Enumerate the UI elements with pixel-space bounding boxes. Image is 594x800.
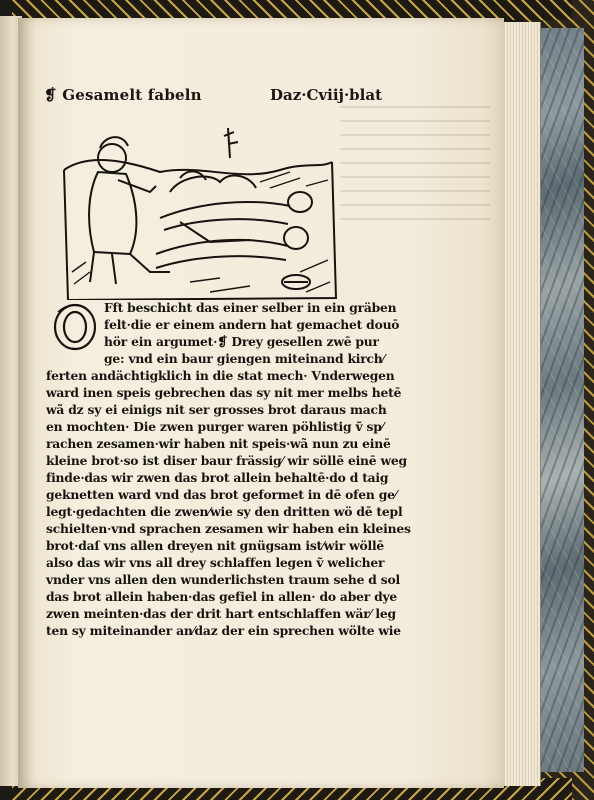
marbled-endpaper	[540, 28, 584, 772]
running-head-right: Daz·Cviij·blat	[270, 86, 383, 104]
text-line: rachen zesamen·wir haben nit speis·wã nun zu einē	[46, 436, 391, 451]
text-line: geknetten ward vnd das brot geformet in dē ofen ge⁄	[46, 487, 397, 502]
text-line: legt·gedachten die zwen⁄wie sy den dritten wö dē tepl	[46, 504, 403, 519]
text-line: felt·die er einem andern hat gemachet douō	[104, 317, 400, 332]
woodcut-illustration	[60, 122, 340, 300]
text-line: ten sy miteinander an⁄daz der ein sprechen wölte wie	[46, 623, 401, 638]
show-through-text	[340, 105, 490, 220]
text-line: ferten andächtigklich in die stat mech· Vnderwegen	[46, 368, 395, 383]
text-line: wã dz sy ei einigs nit ser grosses brot daraus mach	[46, 402, 387, 417]
gilt-border-top	[12, 0, 572, 20]
text-line: Fft beschicht das einer selber in ein gräben	[104, 300, 397, 315]
text-line: brot·daſ vns allen dreyen nit gnügsam ist⁄wir wöllē	[46, 538, 385, 553]
text-line: hör ein argumet·❡ Drey gesellen zwē pur	[104, 334, 379, 349]
text-line: ge: vnd ein baur giengen miteinand kirch⁄	[104, 351, 385, 366]
page-fore-edge	[500, 22, 541, 786]
text-line: schielten·vnd sprachen zesamen wir haben ein kleines	[46, 521, 411, 536]
initial-letter-o-icon	[50, 302, 100, 352]
text-line: zwen meinten·das der drit hart entschlaffen wär⁄ leg	[46, 606, 396, 621]
text-line: finde·das wir zwen das brot allein behaltē·do d taig	[46, 470, 389, 485]
text-line: ward inen speis gebrechen das sy nit mer melbs hetē	[46, 385, 402, 400]
text-line: das brot allein haben·das gefiel in allen· do aber dye	[46, 589, 398, 604]
running-head-left: ❡ Gesamelt fabeln	[44, 86, 202, 104]
text-line: also das wir vns all drey schlaffen legen ṽ welicher	[46, 555, 385, 570]
text-line: vnder vns allen den wunderlichsten traum sehe d sol	[46, 572, 400, 587]
text-line: kleine brot·so ist diser baur frässig⁄ wir söllē einē weg	[46, 453, 407, 468]
text-line: en mochten· Die zwen purger waren pöhlistig ṽ sp⁄	[46, 419, 384, 434]
